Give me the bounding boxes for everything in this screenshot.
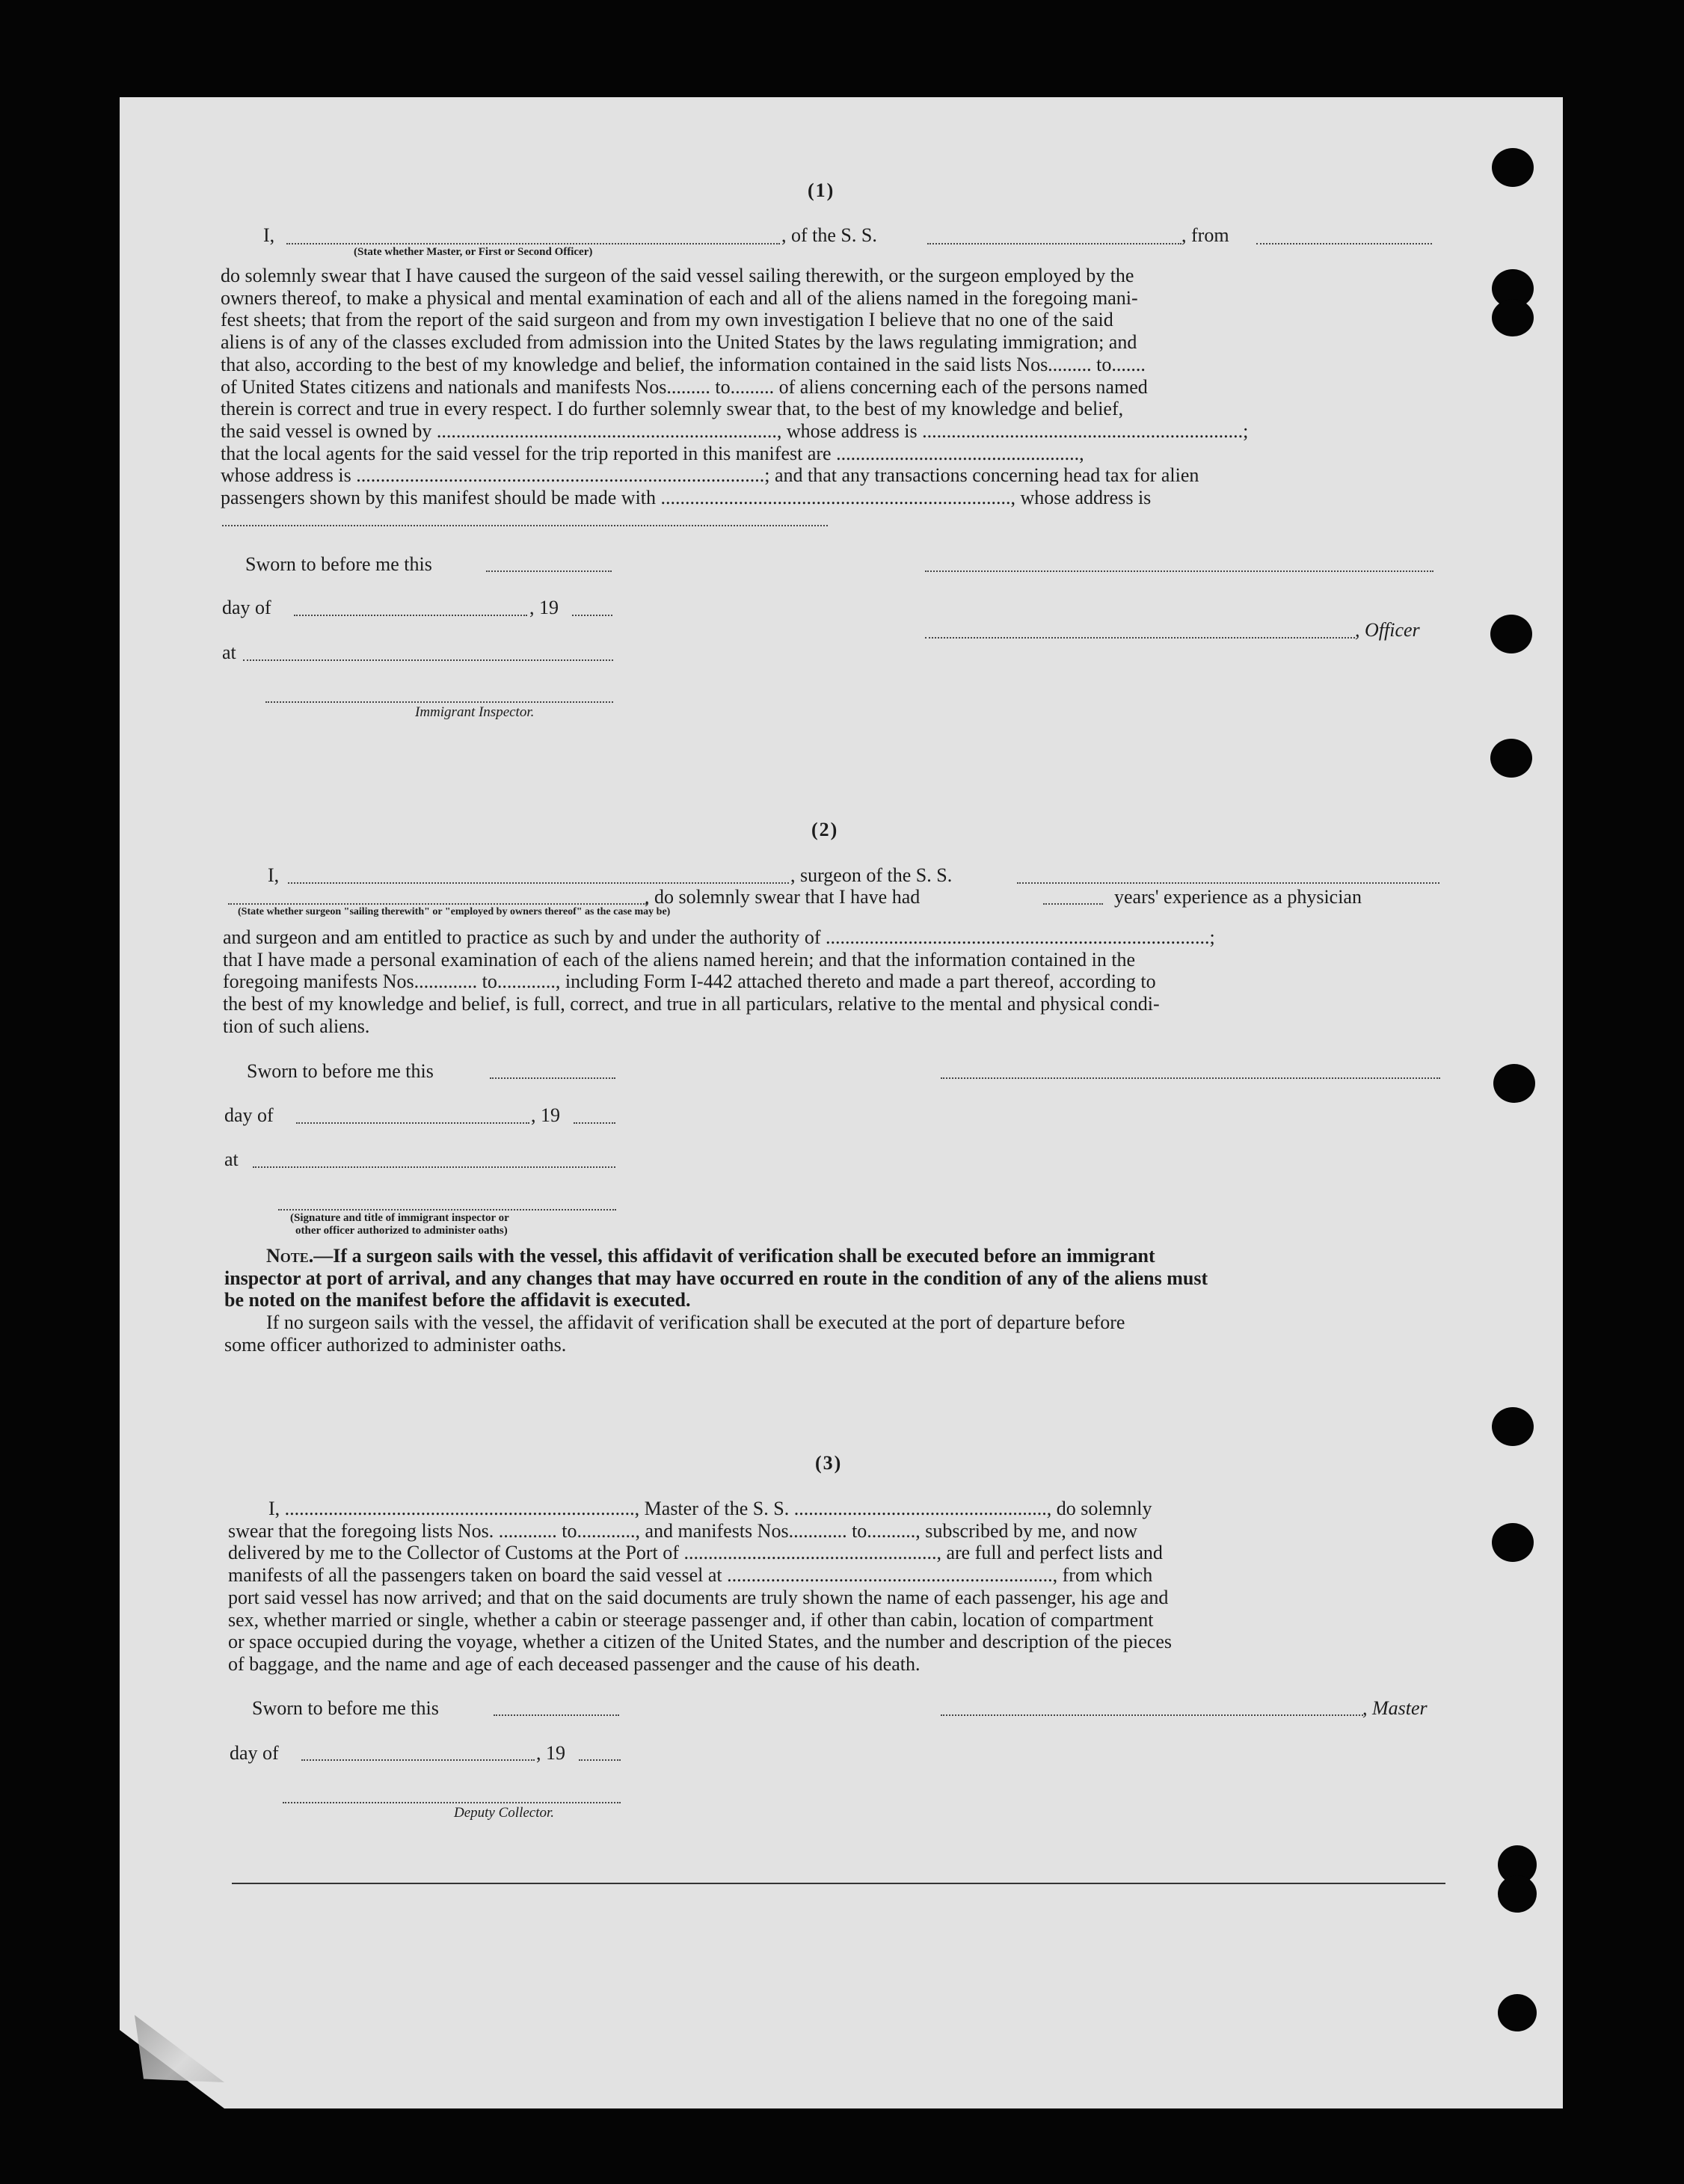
s2-line0-end: , surgeon of the S. S. [790,864,953,886]
s3-day-label: day of [230,1742,279,1764]
s1-line0-mid: , of the S. S. [781,224,877,246]
s2-note2-line [224,1311,1445,1334]
s1-day-label: day of [222,597,271,618]
s2-sworn-field[interactable] [490,1077,615,1079]
section-2-body [223,926,1442,1038]
s2-note-text: —If a surgeon sails with the vessel, this affidavit of verification shall be executed before an immigrant [313,1245,1155,1267]
s2-at-label: at [224,1148,239,1170]
s2-note-label: Note. [266,1245,314,1267]
binder-hole [1498,1994,1537,2031]
s2-text-line: the best of my knowledge and belief, is full, correct, and true in all particulars, relative to the mental and physical condi- [223,993,1160,1015]
s2-surgeon-note: (State whether surgeon "sailing therewith" or "employed by owners thereof" as the case may be) [238,906,671,917]
s1-officer-name-field[interactable] [286,243,780,244]
s2-text-line: that I have made a personal examination of each of the aliens named herein; and that the information contained in the [223,948,1136,971]
s2-note-line [224,1245,1445,1267]
s1-text-line: that the local agents for the said vessel for the trip reported in this manifest are .................................................., [221,442,1084,464]
s2-years-field[interactable] [1043,903,1103,905]
section-1-body [221,265,1439,509]
section-3-heading: (3) [815,1452,843,1474]
s2-line0-start: I, [268,864,280,886]
s2-text-line: and surgeon and am entitled to practice as such by and under the authority of ...............................................................................; [223,926,1215,948]
s1-sworn-label: Sworn to before me this [245,553,432,575]
s1-officer-note: (State whether Master, or First or Second Officer) [354,246,593,258]
s1-text-line: do solemnly swear that I have caused the surgeon of the said vessel sailing therewith, or the surgeon employed by the [221,265,1134,286]
s2-status-field[interactable] [228,903,647,905]
s1-day-field[interactable] [294,615,527,616]
s3-collector-signature-field[interactable] [283,1802,621,1803]
s3-text-line: sex, whether married or single, whether a cabin or steerage passenger and, if other than cabin, location of compartment [228,1608,1154,1631]
section-1-heading: (1) [808,179,835,201]
s3-year-label: , 19 [536,1742,565,1764]
s3-text-line: swear that the foregoing lists Nos. ............ to............, and manifests Nos............ to.........., subscribed by me, and now [228,1519,1138,1542]
section-2-heading: (2) [811,819,839,840]
s2-surgeon-name-field[interactable] [288,882,789,884]
s2-day-field[interactable] [296,1122,529,1124]
s1-officer-label: , Officer [1355,619,1420,641]
s2-signature-field[interactable] [941,1077,1440,1079]
s2-ship-name-field[interactable] [1017,882,1439,884]
binder-hole [1490,739,1532,778]
s1-at-label: at [222,642,236,663]
s2-signature-note-1: (Signature and title of immigrant inspector or [290,1212,509,1224]
s2-day-label: day of [224,1104,274,1126]
s3-text-line: port said vessel has now arrived; and that on the said documents are truly shown the name of each passenger, his age and [228,1586,1169,1608]
s2-line1: , do solemnly swear that I have had [645,886,921,908]
binder-hole [1492,1407,1534,1446]
s1-signature-field[interactable] [925,570,1433,572]
s3-text-line: of baggage, and the name and age of each deceased passenger and the cause of his death. [228,1652,921,1675]
s1-text-line: fest sheets; that from the report of the said surgeon and from my own investigation I believe that no one of the said [221,309,1113,331]
s1-inspector-signature-field[interactable] [265,701,613,703]
s1-line0-start: I, [263,224,275,246]
s1-line0-end: , from [1181,224,1229,246]
s1-officer-field[interactable] [925,637,1355,639]
s2-text-line: foregoing manifests Nos............. to............, including Form I-442 attached thereto and made a part thereof, according to [223,971,1156,993]
s2-year-field[interactable] [574,1122,615,1124]
binder-hole [1493,1064,1535,1103]
s1-year-label: , 19 [529,597,559,618]
binder-hole [1492,1523,1534,1562]
s1-sworn-field[interactable] [486,570,612,572]
s3-collector-label: Deputy Collector. [454,1805,555,1821]
bottom-rule [232,1883,1445,1884]
s3-master-label: , Master [1362,1697,1428,1719]
s3-text-line: or space occupied during the voyage, whether a citizen of the United States, and the number and description of the pieces [228,1631,1173,1653]
s3-text-first: I, ........................................................................, Master of the S. S. ...................................................., do solemnly [268,1498,1152,1519]
s3-sworn-field[interactable] [494,1714,619,1716]
s1-inspector-label: Immigrant Inspector. [415,704,535,720]
s3-master-signature-field[interactable] [941,1714,1363,1716]
binder-hole [1498,1875,1537,1913]
s1-year-field[interactable] [572,615,612,616]
s2-sworn-label: Sworn to before me this [247,1060,434,1082]
s1-text-line: whose address is ....................................................................................; and that any transactions concerning head tax for alien [221,464,1199,487]
s2-year-label: , 19 [531,1104,560,1126]
s2-note2-line: some officer authorized to administer oaths. [224,1333,567,1356]
s3-year-field[interactable] [579,1759,621,1761]
s3-sworn-label: Sworn to before me this [252,1697,439,1719]
s1-text-line: that also, according to the best of my knowledge and belief, the information contained in the said lists Nos......... to....... [221,353,1146,375]
s2-note-line: be noted on the manifest before the affidavit is executed. [224,1289,691,1311]
s3-text-line: manifests of all the passengers taken on board the said vessel at ..................................................................., from which [228,1564,1153,1587]
s3-day-field[interactable] [301,1759,535,1761]
s1-text-line: therein is correct and true in every respect. I do further solemnly swear that, to the best of my knowledge and belief, [221,398,1124,420]
s2-text-line: tion of such aliens. [223,1015,370,1037]
s1-text-line: passengers shown by this manifest should be made with ........................................................................, whose address is [221,487,1152,509]
s2-at-field[interactable] [253,1166,615,1168]
s1-at-field[interactable] [243,659,613,661]
s2-line1-end: years' experience as a physician [1114,886,1362,908]
s1-text-line: aliens is of any of the classes excluded from admission into the United States by the laws regulating immigration; and [221,331,1137,354]
s2-inspector-signature-field[interactable] [278,1209,616,1211]
binder-hole [1492,148,1534,187]
s1-from-port-field[interactable] [1256,243,1432,244]
s3-text-line: delivered by me to the Collector of Customs at the Port of ...................................................., are full and perfect lists and [228,1542,1163,1564]
s2-note2-text: If no surgeon sails with the vessel, the affidavit of verification shall be executed at the port of departure before [266,1311,1125,1334]
section-3-body [228,1498,1445,1676]
s1-text-line: the said vessel is owned by ......................................................................, whose address is ..................................................................; [221,419,1249,442]
s2-signature-note-2: other officer authorized to administer oaths) [295,1225,508,1237]
s3-text-line [228,1498,1445,1520]
binder-hole [1492,299,1534,336]
s2-note-line: inspector at port of arrival, and any changes that may have occurred en route in the condition of any of the aliens must [224,1267,1208,1289]
s1-agent-address-field[interactable] [222,525,828,526]
s1-text-line: of United States citizens and nationals and manifests Nos......... to......... of aliens concerning each of the persons named [221,375,1148,398]
s2-note-block [224,1245,1445,1356]
s1-text-line: owners thereof, to make a physical and mental examination of each and all of the aliens named in the foregoing mani- [221,286,1138,309]
s1-ship-name-field[interactable] [927,243,1181,244]
binder-hole [1490,615,1532,653]
